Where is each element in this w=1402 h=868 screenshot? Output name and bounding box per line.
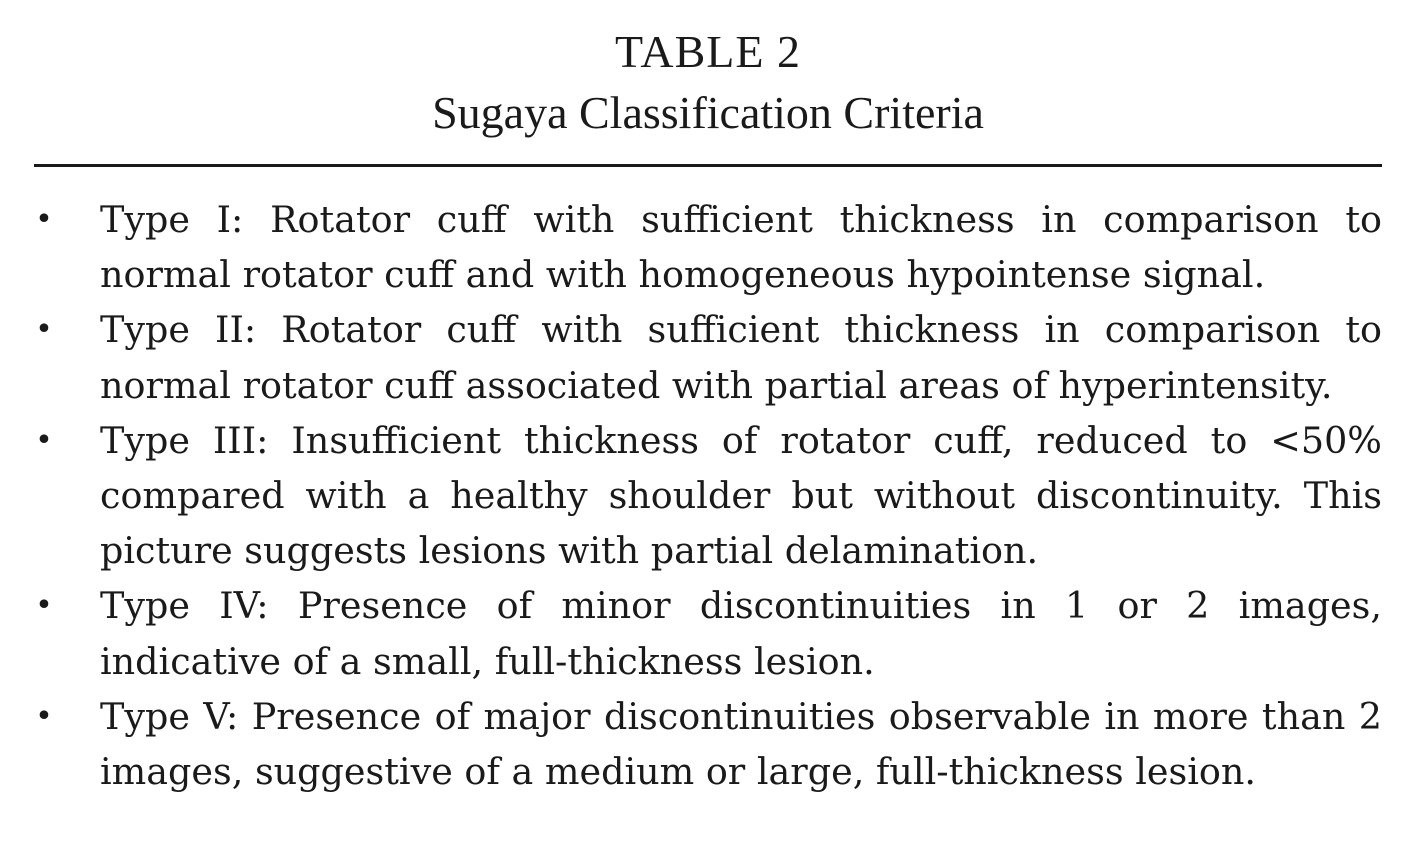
table-header bbox=[34, 22, 1382, 144]
header-rule bbox=[34, 164, 1382, 167]
bullet-icon: • bbox=[35, 202, 53, 237]
criteria-text: Type IV: Presence of minor discontinuities in 1 or 2 images, indicative of a small, full-thickness lesion. bbox=[100, 584, 1382, 683]
table-title: Sugaya Classification Criteria bbox=[432, 87, 984, 138]
table-number: TABLE 2 bbox=[614, 26, 801, 77]
criteria-list bbox=[34, 192, 1382, 799]
criteria-text: Type V: Presence of major discontinuities observable in more than 2 images, suggestive of a medium or large, full-thickness lesion. bbox=[100, 694, 1382, 794]
bullet-icon: • bbox=[35, 312, 53, 348]
bullet-icon: • bbox=[35, 588, 53, 624]
criteria-item-type-5 bbox=[34, 689, 1382, 799]
criteria-item-type-3 bbox=[34, 413, 1382, 579]
criteria-text: Type II: Rotator cuff with sufficient thickness in comparison to normal rotator cuff associated with partial areas of hyperintensity. bbox=[100, 308, 1382, 407]
table-figure bbox=[34, 22, 1382, 799]
criteria-text: Type III: Insufficient thickness of rotator cuff, reduced to <50% compared with a healthy shoulder but without discontinuity. This picture suggests lesions with partial delamination. bbox=[100, 418, 1382, 573]
bullet-icon: • bbox=[35, 698, 53, 734]
bullet-icon: • bbox=[35, 422, 53, 458]
criteria-item-type-1 bbox=[34, 192, 1382, 302]
criteria-text: Type I: Rotator cuff with sufficient thickness in comparison to normal rotator cuff and with homogeneous hypointense signal. bbox=[100, 198, 1382, 297]
criteria-item-type-4 bbox=[34, 578, 1382, 688]
criteria-item-type-2 bbox=[34, 302, 1382, 412]
